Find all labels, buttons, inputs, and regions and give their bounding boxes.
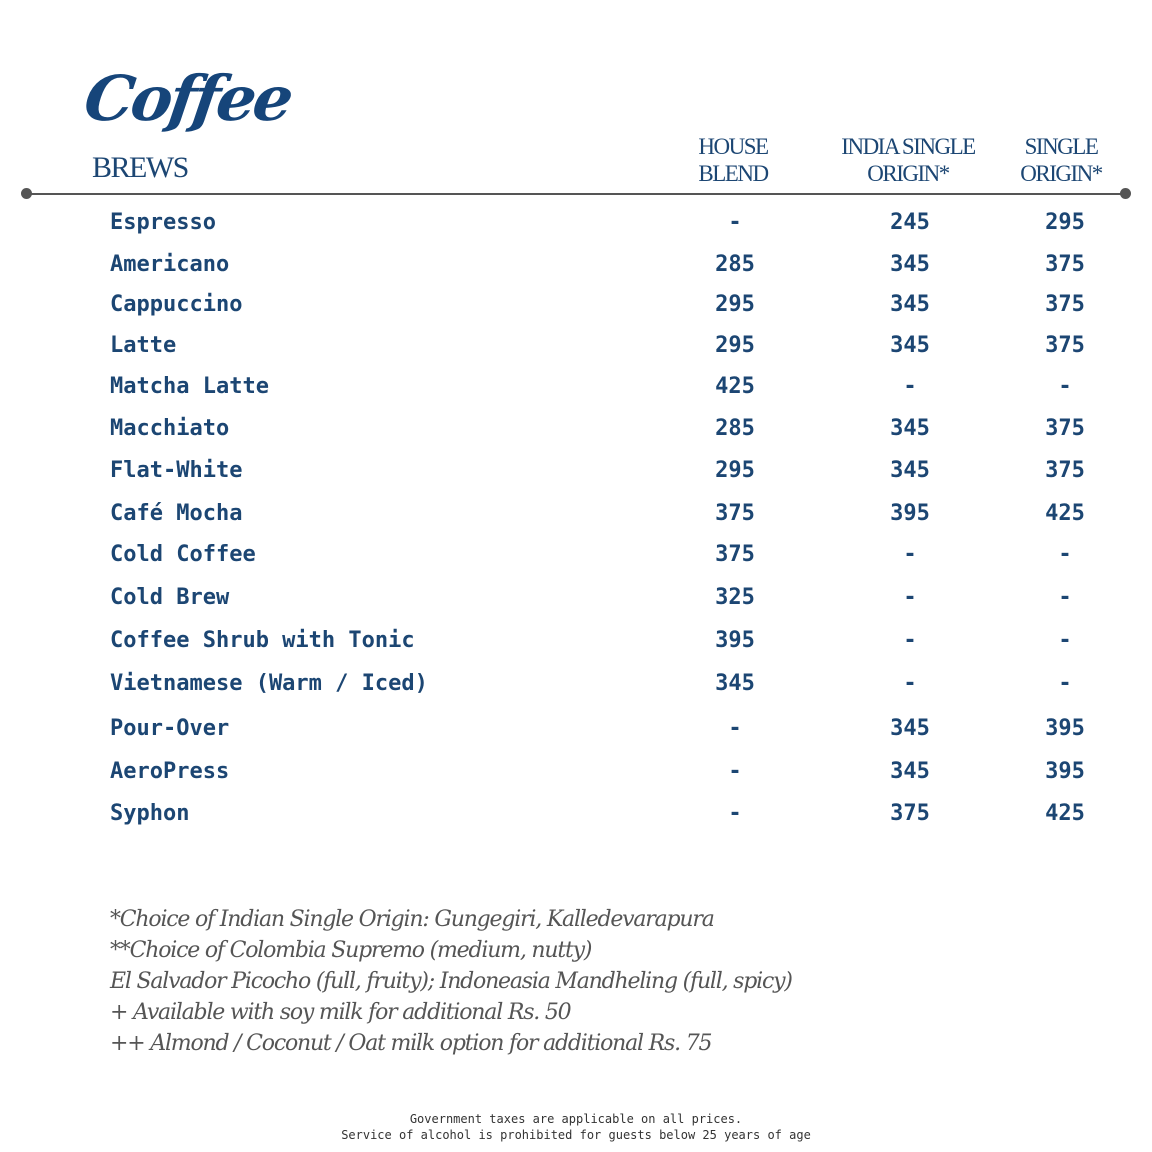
menu-row — [0, 716, 1152, 746]
column-header-line: INDIA SINGLE — [841, 134, 975, 159]
menu-row — [0, 501, 1152, 531]
price-house-blend: 295 — [715, 333, 755, 358]
item-name: Matcha Latte — [110, 374, 269, 399]
item-name: Americano — [110, 252, 230, 277]
price-india-single-origin: 345 — [890, 333, 930, 358]
price-house-blend: - — [728, 210, 742, 235]
item-name: Latte — [110, 333, 177, 358]
item-name: Flat-White — [110, 458, 243, 483]
menu-row — [0, 801, 1152, 831]
price-single-origin: 375 — [1045, 458, 1085, 483]
price-house-blend: - — [728, 716, 742, 741]
column-header-line: ORIGIN* — [867, 161, 949, 186]
price-india-single-origin: 375 — [890, 801, 930, 826]
price-single-origin: 395 — [1045, 716, 1085, 741]
price-house-blend: 325 — [715, 585, 755, 610]
item-name: Syphon — [110, 801, 190, 826]
column-header-line: SINGLE — [1024, 134, 1098, 159]
price-single-origin: 295 — [1045, 210, 1085, 235]
column-header-house-blend — [673, 133, 793, 187]
item-name: Coffee Shrub with Tonic — [110, 628, 415, 653]
footer-line: Service of alcohol is prohibited for guests below 25 years of age — [341, 1128, 811, 1142]
divider-dot-right — [1120, 188, 1131, 199]
menu-row — [0, 374, 1152, 404]
price-india-single-origin: - — [903, 628, 917, 653]
price-single-origin: 375 — [1045, 292, 1085, 317]
price-single-origin: 425 — [1045, 801, 1085, 826]
column-header-line: ORIGIN* — [1020, 161, 1102, 186]
note-line: **Choice of Colombia Supremo (medium, nutty) — [110, 938, 592, 963]
item-name: Cappuccino — [110, 292, 243, 317]
price-single-origin: 375 — [1045, 333, 1085, 358]
note-line: ++ Almond / Coconut / Oat milk option for additional Rs. 75 — [110, 1031, 712, 1056]
column-header-line: BLEND — [698, 161, 768, 186]
price-house-blend: 395 — [715, 628, 755, 653]
header-divider — [26, 193, 1126, 195]
menu-row — [0, 759, 1152, 789]
price-india-single-origin: - — [903, 671, 917, 696]
price-india-single-origin: - — [903, 542, 917, 567]
price-single-origin: 375 — [1045, 416, 1085, 441]
item-name: Espresso — [110, 210, 216, 235]
price-house-blend: 425 — [715, 374, 755, 399]
footer-line: Government taxes are applicable on all prices. — [409, 1112, 743, 1126]
menu-row — [0, 210, 1152, 240]
menu-row — [0, 671, 1152, 701]
item-name: AeroPress — [110, 759, 230, 784]
item-name: Macchiato — [110, 416, 230, 441]
price-single-origin: - — [1058, 374, 1072, 399]
divider-dot-left — [21, 188, 32, 199]
price-india-single-origin: 395 — [890, 501, 930, 526]
menu-row — [0, 252, 1152, 282]
note-line: *Choice of Indian Single Origin: Gungegiri, Kalledevarapura — [110, 907, 714, 932]
item-name: Cold Coffee — [110, 542, 256, 567]
price-india-single-origin: 345 — [890, 416, 930, 441]
menu-row — [0, 542, 1152, 572]
price-single-origin: - — [1058, 585, 1072, 610]
column-header-single-origin — [1003, 133, 1119, 187]
price-house-blend: 295 — [715, 292, 755, 317]
price-house-blend: 285 — [715, 252, 755, 277]
item-name: Cold Brew — [110, 585, 230, 610]
price-single-origin: 375 — [1045, 252, 1085, 277]
price-house-blend: 375 — [715, 501, 755, 526]
menu-title: Coffee — [80, 62, 296, 135]
price-india-single-origin: - — [903, 585, 917, 610]
price-single-origin: - — [1058, 628, 1072, 653]
menu-row — [0, 585, 1152, 615]
price-single-origin: 425 — [1045, 501, 1085, 526]
footer-disclaimer — [0, 1111, 1152, 1143]
menu-row — [0, 416, 1152, 446]
menu-subtitle: BREWS — [92, 151, 188, 184]
price-house-blend: 285 — [715, 416, 755, 441]
menu-row — [0, 292, 1152, 322]
item-name: Café Mocha — [110, 501, 243, 526]
column-header-line: HOUSE — [698, 134, 768, 159]
price-house-blend: 375 — [715, 542, 755, 567]
price-india-single-origin: 345 — [890, 759, 930, 784]
price-india-single-origin: 345 — [890, 716, 930, 741]
menu-notes — [110, 904, 792, 1059]
column-header-india-single-origin — [828, 133, 988, 187]
price-india-single-origin: 345 — [890, 252, 930, 277]
price-house-blend: - — [728, 759, 742, 784]
menu-row — [0, 458, 1152, 488]
item-name: Vietnamese (Warm / Iced) — [110, 671, 428, 696]
price-house-blend: 345 — [715, 671, 755, 696]
item-name: Pour-Over — [110, 716, 230, 741]
price-india-single-origin: 345 — [890, 458, 930, 483]
menu-row — [0, 333, 1152, 363]
price-india-single-origin: - — [903, 374, 917, 399]
price-india-single-origin: 345 — [890, 292, 930, 317]
price-house-blend: 295 — [715, 458, 755, 483]
price-single-origin: 395 — [1045, 759, 1085, 784]
note-line: + Available with soy milk for additional Rs. 50 — [110, 1000, 571, 1025]
note-line: El Salvador Picocho (full, fruity); Indoneasia Mandheling (full, spicy) — [110, 969, 792, 994]
price-single-origin: - — [1058, 542, 1072, 567]
price-single-origin: - — [1058, 671, 1072, 696]
price-house-blend: - — [728, 801, 742, 826]
menu-row — [0, 628, 1152, 658]
price-india-single-origin: 245 — [890, 210, 930, 235]
